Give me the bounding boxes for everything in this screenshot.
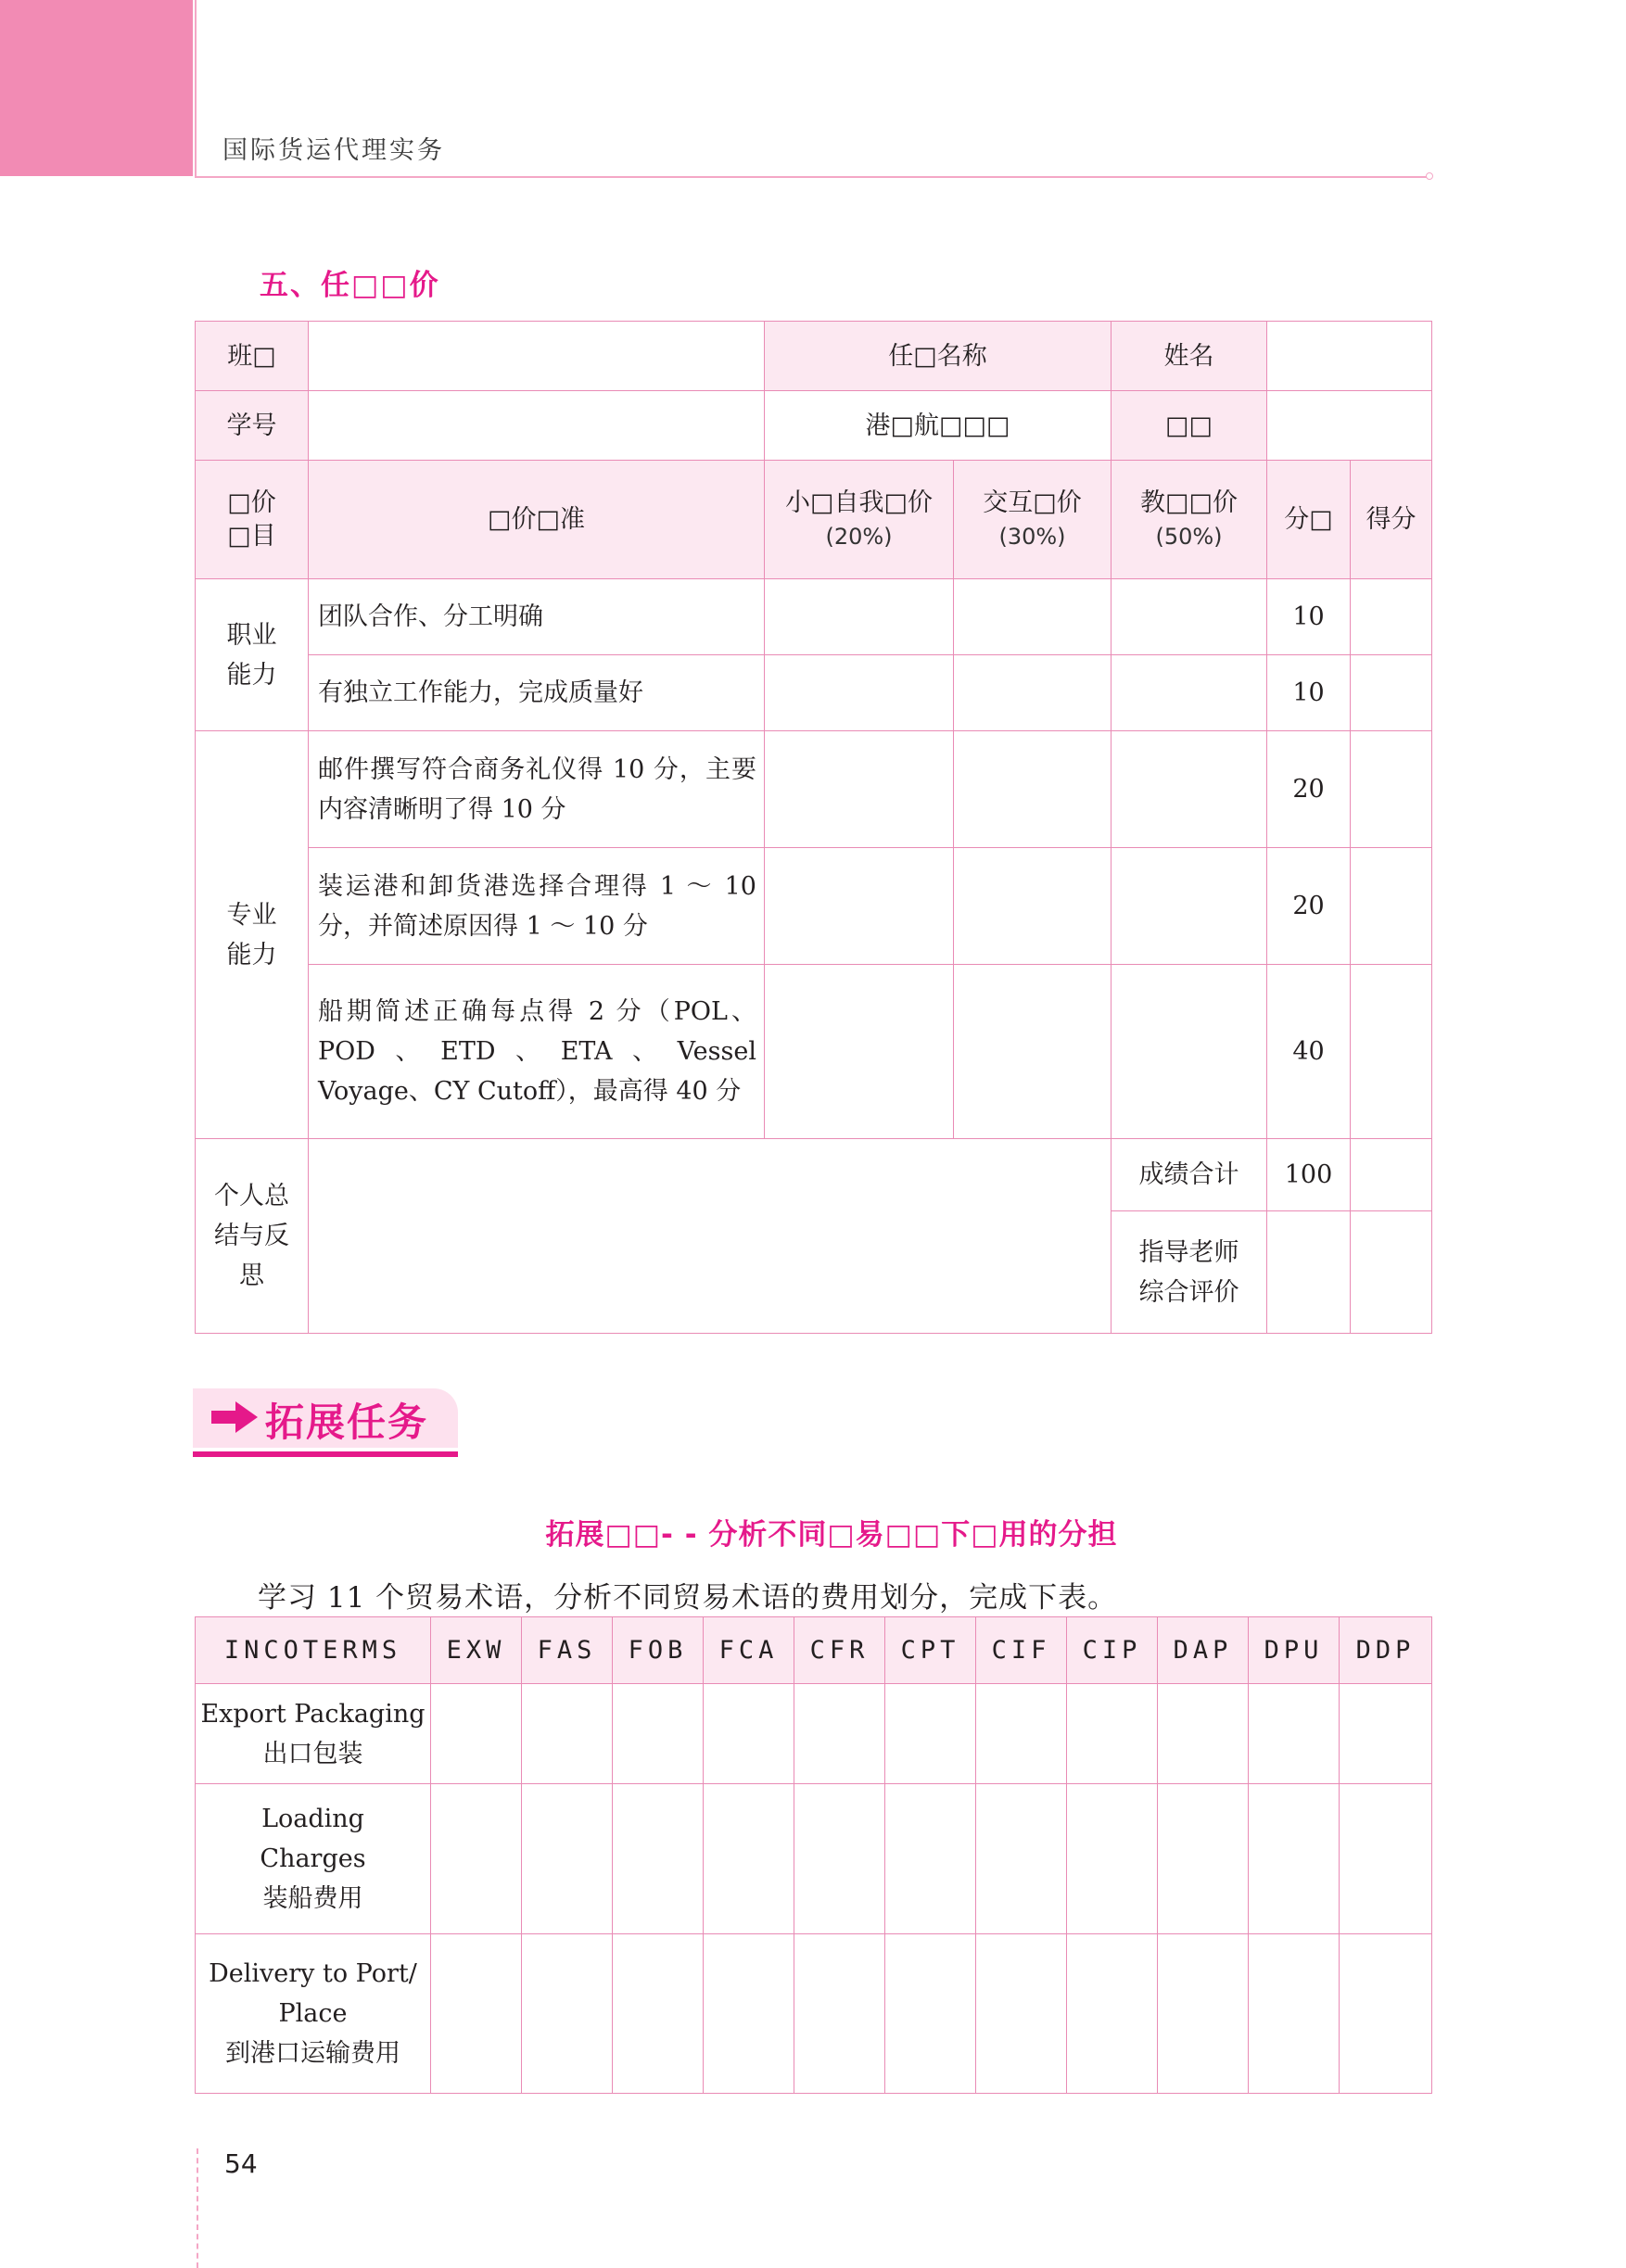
header-rule xyxy=(195,176,1429,178)
cost-item-zh: 装船费用 xyxy=(262,1884,363,1913)
total-label: 成绩合计 xyxy=(1112,1139,1267,1211)
arrow-right-icon xyxy=(211,1401,258,1433)
term-cell[interactable] xyxy=(1158,1784,1249,1934)
cost-item-en: Loading xyxy=(261,1805,364,1833)
table-row xyxy=(196,1934,1432,2094)
teacher-score-cell[interactable] xyxy=(1112,655,1267,731)
cost-item-zh: 出口包装 xyxy=(262,1739,363,1768)
col-criteria-header: □价□准 xyxy=(309,461,765,579)
cost-item-en: Place xyxy=(278,1999,348,2028)
term-cell[interactable] xyxy=(704,1784,794,1934)
table-header-row xyxy=(196,461,1432,579)
task-name-value: 港□航□□□ xyxy=(765,391,1112,461)
term-cell[interactable] xyxy=(1158,1934,1249,2094)
self-score-cell[interactable] xyxy=(765,655,954,731)
incoterms-header: INCOTERMS xyxy=(196,1617,431,1684)
peer-score-cell[interactable] xyxy=(954,965,1112,1139)
tag-label: 拓展任务 xyxy=(265,1400,429,1445)
term-cell[interactable] xyxy=(1340,1684,1432,1784)
task-title: 拓展□□- - 分析不同□易□□下□用的分担 xyxy=(545,1518,1118,1552)
col-points-header: 分□ xyxy=(1267,461,1351,579)
term-cell[interactable] xyxy=(1340,1784,1432,1934)
term-header: CIF xyxy=(976,1617,1067,1684)
self-score-cell[interactable] xyxy=(765,848,954,965)
table-header-row xyxy=(196,1617,1432,1684)
teacher-score-cell[interactable] xyxy=(1112,579,1267,655)
table-row xyxy=(196,1684,1432,1784)
term-header: DPU xyxy=(1249,1617,1340,1684)
teacher-eval-cell-b[interactable] xyxy=(1351,1211,1432,1334)
term-cell[interactable] xyxy=(794,1784,885,1934)
term-cell[interactable] xyxy=(522,1684,613,1784)
cost-item-zh: 到港口运输费用 xyxy=(225,2039,400,2068)
class-value-cell[interactable] xyxy=(309,322,765,391)
group-label: □□ xyxy=(1112,391,1267,461)
cost-item-en: Charges xyxy=(260,1844,366,1873)
term-cell[interactable] xyxy=(1249,1784,1340,1934)
student-id-value-cell[interactable] xyxy=(309,391,765,461)
header-rule-dot xyxy=(1426,172,1433,180)
term-cell[interactable] xyxy=(704,1934,794,2094)
col-peer-pct: (30%) xyxy=(998,523,1066,550)
criteria-cell: 有独立工作能力，完成质量好 xyxy=(309,655,765,731)
criteria-cell: 团队合作、分工明确 xyxy=(309,579,765,655)
col-teacher-header xyxy=(1112,461,1267,579)
table-row xyxy=(196,391,1432,461)
footer-rule xyxy=(197,2148,198,2268)
self-score-cell[interactable] xyxy=(765,965,954,1139)
table-row xyxy=(196,848,1432,965)
summary-input-cell[interactable] xyxy=(309,1139,1112,1334)
term-cell[interactable] xyxy=(613,1684,704,1784)
cost-item-en: Export Packaging xyxy=(200,1699,426,1729)
col-peer-title: 交互□价 xyxy=(983,488,1082,517)
teacher-eval-cell-a[interactable] xyxy=(1267,1211,1351,1334)
teacher-score-cell[interactable] xyxy=(1112,965,1267,1139)
points-cell: 20 xyxy=(1267,731,1351,848)
term-cell[interactable] xyxy=(794,1934,885,2094)
criteria-cell: 装运港和卸货港选择合理得 1 ～ 10 分，并简述原因得 1 ～ 10 分 xyxy=(309,848,765,965)
peer-score-cell[interactable] xyxy=(954,579,1112,655)
self-score-cell[interactable] xyxy=(765,731,954,848)
teacher-score-cell[interactable] xyxy=(1112,731,1267,848)
table-row xyxy=(196,322,1432,391)
score-cell[interactable] xyxy=(1351,655,1432,731)
table-row xyxy=(196,731,1432,848)
peer-score-cell[interactable] xyxy=(954,655,1112,731)
term-cell[interactable] xyxy=(885,1934,976,2094)
peer-score-cell[interactable] xyxy=(954,731,1112,848)
tag-underline xyxy=(193,1451,458,1457)
table-row xyxy=(196,655,1432,731)
table-row xyxy=(196,1139,1432,1211)
total-score-cell[interactable] xyxy=(1351,1139,1432,1211)
term-cell[interactable] xyxy=(431,1684,522,1784)
term-cell[interactable] xyxy=(1067,1784,1158,1934)
term-cell[interactable] xyxy=(522,1934,613,2094)
term-cell[interactable] xyxy=(1158,1684,1249,1784)
section-title: 五、任□□价 xyxy=(260,269,440,302)
student-id-label: 学号 xyxy=(196,391,309,461)
term-header: EXW xyxy=(431,1617,522,1684)
term-cell[interactable] xyxy=(704,1684,794,1784)
table-row xyxy=(196,1784,1432,1934)
term-cell[interactable] xyxy=(885,1784,976,1934)
term-cell[interactable] xyxy=(1249,1684,1340,1784)
header-vertical-rule xyxy=(195,0,197,176)
term-cell[interactable] xyxy=(431,1934,522,2094)
extension-tag xyxy=(193,1388,458,1461)
term-header: DDP xyxy=(1340,1617,1432,1684)
term-header: CPT xyxy=(885,1617,976,1684)
group-vocational: 职业能力 xyxy=(196,579,309,731)
name-label: 姓名 xyxy=(1112,322,1267,391)
name-value-cell[interactable] xyxy=(1267,322,1432,391)
task-name-label: 任□名称 xyxy=(765,322,1112,391)
term-cell[interactable] xyxy=(522,1784,613,1934)
col-teacher-pct: (50%) xyxy=(1155,523,1223,550)
term-header: DAP xyxy=(1158,1617,1249,1684)
self-score-cell[interactable] xyxy=(765,579,954,655)
criteria-cell: 邮件撰写符合商务礼仪得 10 分，主要内容清晰明了得 10 分 xyxy=(309,731,765,848)
term-header: FAS xyxy=(522,1617,613,1684)
cost-item-loading-charges xyxy=(196,1784,431,1934)
term-cell[interactable] xyxy=(885,1684,976,1784)
criteria-cell: 船期简述正确每点得 2 分（POL、POD、ETD、ETA、Vessel Voyage、CY Cutoff），最高得 40 分 xyxy=(309,965,765,1139)
table-row xyxy=(196,579,1432,655)
group-value-cell[interactable] xyxy=(1267,391,1432,461)
points-cell: 10 xyxy=(1267,579,1351,655)
corner-color-block xyxy=(0,0,193,176)
class-label: 班□ xyxy=(196,322,309,391)
page-number: 54 xyxy=(224,2148,258,2179)
term-cell[interactable] xyxy=(794,1684,885,1784)
term-cell[interactable] xyxy=(1249,1934,1340,2094)
points-cell: 10 xyxy=(1267,655,1351,731)
summary-label: 个人总结与反思 xyxy=(196,1139,309,1334)
score-cell[interactable] xyxy=(1351,731,1432,848)
term-cell[interactable] xyxy=(1067,1934,1158,2094)
term-cell[interactable] xyxy=(976,1934,1067,2094)
score-cell[interactable] xyxy=(1351,579,1432,655)
peer-score-cell[interactable] xyxy=(954,848,1112,965)
teacher-eval-label: 指导老师综合评价 xyxy=(1112,1211,1267,1334)
cost-item-export-packaging xyxy=(196,1684,431,1784)
term-cell[interactable] xyxy=(976,1784,1067,1934)
term-cell[interactable] xyxy=(613,1784,704,1934)
teacher-score-cell[interactable] xyxy=(1112,848,1267,965)
term-cell[interactable] xyxy=(431,1784,522,1934)
col-self-title: 小□自我□价 xyxy=(784,488,934,517)
cost-item-en: Delivery to Port/ xyxy=(209,1959,417,1988)
term-cell[interactable] xyxy=(613,1934,704,2094)
points-cell: 20 xyxy=(1267,848,1351,965)
col-item-header: □价□目 xyxy=(196,461,309,579)
term-header: CFR xyxy=(794,1617,885,1684)
score-cell[interactable] xyxy=(1351,848,1432,965)
group-professional: 专业能力 xyxy=(196,731,309,1139)
col-self-header xyxy=(765,461,954,579)
total-points: 100 xyxy=(1267,1139,1351,1211)
term-cell[interactable] xyxy=(1340,1934,1432,2094)
col-self-pct: (20%) xyxy=(825,523,893,550)
term-header: FCA xyxy=(704,1617,794,1684)
term-header: FOB xyxy=(613,1617,704,1684)
col-score-header: 得分 xyxy=(1351,461,1432,579)
table-row xyxy=(196,965,1432,1139)
term-cell[interactable] xyxy=(1067,1684,1158,1784)
task-description: 学习 11 个贸易术语，分析不同贸易术语的费用划分，完成下表。 xyxy=(258,1581,1118,1615)
evaluation-table xyxy=(195,321,1432,1334)
score-cell[interactable] xyxy=(1351,965,1432,1139)
incoterms-table xyxy=(195,1616,1432,2094)
col-peer-header xyxy=(954,461,1112,579)
running-head: 国际货运代理实务 xyxy=(222,136,445,165)
term-header: CIP xyxy=(1067,1617,1158,1684)
term-cell[interactable] xyxy=(976,1684,1067,1784)
col-teacher-title: 教□□价 xyxy=(1140,488,1239,517)
cost-item-delivery-to-port xyxy=(196,1934,431,2094)
points-cell: 40 xyxy=(1267,965,1351,1139)
